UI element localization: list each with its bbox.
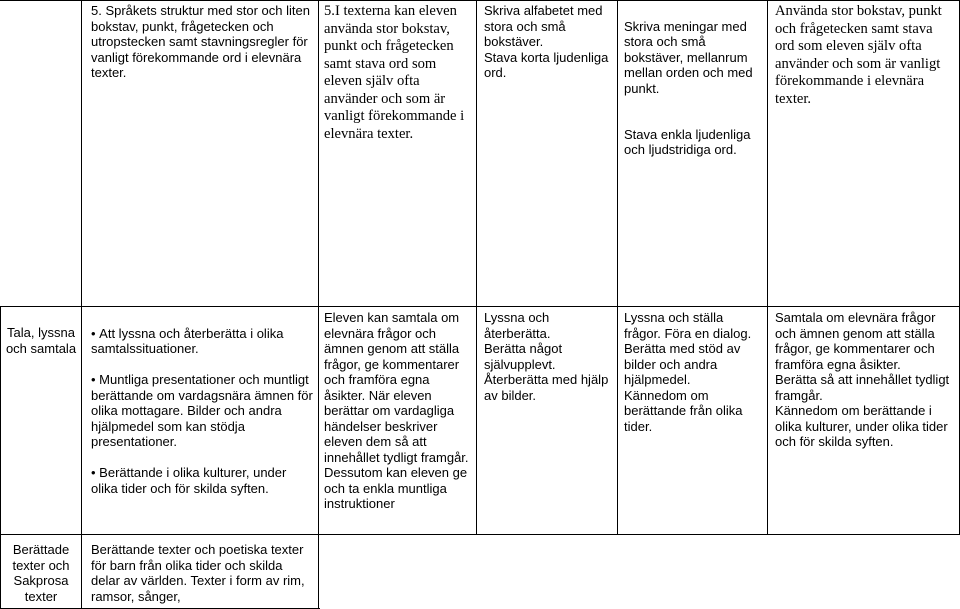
table-rule — [81, 0, 82, 609]
row2-grade1-cell: Lyssna och återberätta. Berätta något självupplevt. Återberätta med hjälp av bilder. — [484, 310, 609, 403]
row2-grade2-cell: Lyssna och ställa frågor. Föra en dialog. Berätta med stöd av bilder och andra hjälpmedel. Kännedom om berättande från olika tider. — [624, 310, 752, 434]
row2-bullet-item: • Berättande i olika kulturer, under olika tider och för skilda syften. — [91, 465, 313, 496]
table-rule — [0, 306, 960, 307]
table-rule — [476, 0, 477, 534]
row1-grade2-text-a: Skriva meningar med stora och små bokstäver, mellanrum mellan orden och med punkt. — [624, 18, 753, 96]
table-rule — [767, 0, 768, 534]
table-rule — [318, 0, 319, 609]
row2-criteria-cell: Eleven kan samtala om elevnära frågor och ämnen genom att ställa frågor, ge kommentarer och framföra egna åsikter. När eleven berättar om vardagliga händelser beskriver eleven dem så att innehållet tydligt framgår. Dessutom kan eleven ge och ta enkla muntliga instruktioner — [324, 310, 469, 511]
row1-content-cell: 5. Språkets struktur med stor och liten bokstav, punkt, frågetecken och utropstecken samt stavningsregler för vanligt förekommande ord i elevnära texter. — [91, 3, 310, 80]
table-rule — [0, 0, 960, 1]
row1-criteria-cell: 5.I texterna kan eleven använda stor bokstav, punkt och frågetecken samt stava ord som eleven själv ofta använder och som är vanligt förekommande i elevnära texter. — [324, 3, 465, 142]
row2-bullet-item: • Att lyssna och återberätta i olika samtalssituationer. — [91, 326, 313, 357]
row1-grade2-text-b: Stava enkla ljudenliga och ljudstridiga ord. — [624, 126, 751, 157]
row3-content-cell: Berättande texter och poetiska texter för barn från olika tider och skilda delar av världen. Texter i form av rim, ramsor, sånger, — [91, 542, 305, 604]
row3-label: Berättade texter och Sakprosa texter — [12, 542, 70, 604]
table-rule — [0, 306, 1, 609]
row2-grade3-cell: Samtala om elevnära frågor och ämnen genom att ställa frågor, ge kommentarer och framföra egna åsikter. Berätta så att innehållet tydligt framgår. Kännedom om berättande i olika kulturer, under olika tider och för skilda syften. — [775, 310, 950, 449]
row1-grade3-cell: Använda stor bokstav, punkt och frågetecken samt stava ord som eleven själv ofta använder och som är vanligt förekommande i elevnära texter. — [775, 3, 942, 107]
row2-label: Tala, lyssna och samtala — [5, 325, 77, 356]
table-rule — [0, 534, 960, 535]
row2-content-cell — [91, 310, 313, 512]
table-rule — [617, 0, 618, 534]
row1-grade1-cell: Skriva alfabetet med stora och små bokstäver. Stava korta ljudenliga ord. — [484, 3, 609, 80]
row2-bullet-item: • Muntliga presentationer och muntligt berättande om vardagsnära ämnen för olika mottagare. Bilder och andra hjälpmedel som kan stödja presentationer. — [91, 372, 313, 450]
row1-grade2-cell — [624, 3, 762, 173]
